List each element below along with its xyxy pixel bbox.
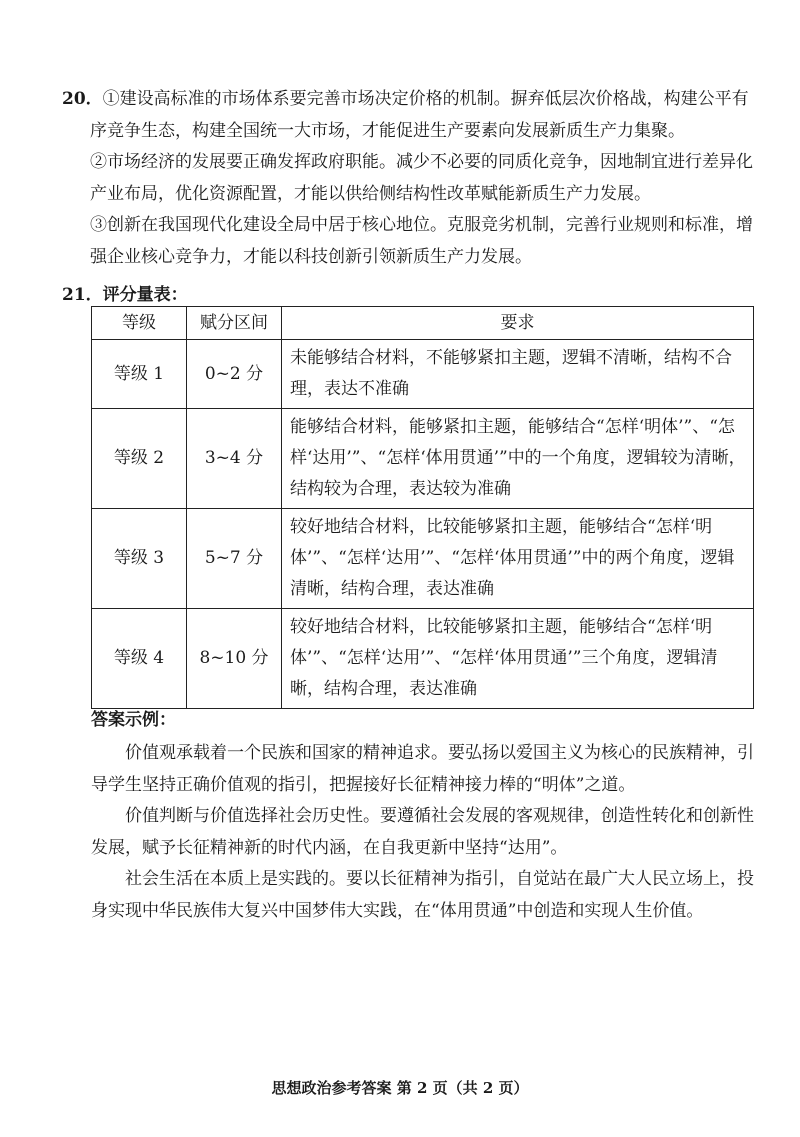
table-row: [92, 509, 754, 609]
scoring-scale-title: 评分量表：: [102, 285, 188, 305]
question-20: [62, 84, 762, 273]
question-20-point-3: ③创新在我国现代化建设全局中居于核心地位。克服竞劣机制，完善行业规则和标准，增强企业核心竞争力，才能以科技创新引领新质生产力发展。: [90, 215, 753, 267]
table-row: [92, 340, 754, 409]
level-cell: 等级 3: [92, 509, 187, 609]
answer-example-body: [91, 738, 761, 927]
header-requirement: 要求: [282, 307, 754, 340]
scoring-table: [91, 306, 754, 709]
requirement-cell: 较好地结合材料，比较能够紧扣主题，能够结合“怎样‘明体’”、“怎样‘达用’”、“怎样‘体用贯通’”中的两个角度，逻辑清晰，结构合理，表达准确: [282, 509, 754, 609]
example-paragraph: 价值判断与价值选择社会历史性。要遵循社会发展的客观规律，创造性转化和创新性发展，赋予长征精神新的时代内涵，在自我更新中坚持“达用”。: [91, 806, 754, 858]
range-cell: 0~2 分: [187, 340, 282, 409]
requirement-cell: 未能够结合材料，不能够紧扣主题，逻辑不清晰，结构不合理，表达不准确: [282, 340, 754, 409]
range-cell: 5~7 分: [187, 509, 282, 609]
table-header-row: [92, 307, 754, 340]
question-20-point-2: ②市场经济的发展要正确发挥政府职能。减少不必要的同质化竞争，因地制宜进行差异化产业布局，优化资源配置，才能以供给侧结构性改革赋能新质生产力发展。: [90, 152, 753, 204]
example-paragraph: 社会生活在本质上是实践的。要以长征精神为指引，自觉站在最广大人民立场上，投身实现中华民族伟大复兴中国梦伟大实践，在“体用贯通”中创造和实现人生价值。: [91, 869, 754, 921]
header-range: 赋分区间: [187, 307, 282, 340]
level-cell: 等级 1: [92, 340, 187, 409]
answer-example-title: 答案示例：: [91, 710, 176, 730]
question-20-number: 20．: [62, 89, 103, 109]
requirement-cell: 能够结合材料，能够紧扣主题，能够结合“怎样‘明体’”、“怎样‘达用’”、“怎样‘体用贯通’”中的一个角度，逻辑较为清晰，结构较为合理，表达较为准确: [282, 409, 754, 509]
example-paragraph: 价值观承载着一个民族和国家的精神追求。要弘扬以爱国主义为核心的民族精神，引导学生坚持正确价值观的指引，把握接好长征精神接力棒的“明体”之道。: [91, 743, 754, 795]
range-cell: 3~4 分: [187, 409, 282, 509]
level-cell: 等级 4: [92, 609, 187, 709]
level-cell: 等级 2: [92, 409, 187, 509]
header-level: 等级: [92, 307, 187, 340]
requirement-cell: 较好地结合材料，比较能够紧扣主题，能够结合“怎样‘明体’”、“怎样‘达用’”、“怎样‘体用贯通’”三个角度，逻辑清晰，结构合理，表达准确: [282, 609, 754, 709]
question-21-heading: [62, 283, 188, 307]
range-cell: 8~10 分: [187, 609, 282, 709]
table-row: [92, 409, 754, 509]
table-row: [92, 609, 754, 709]
question-21-number: 21．: [62, 285, 103, 305]
page-footer: 思想政治参考答案 第 2 页（共 2 页）: [271, 1079, 529, 1097]
question-20-point-1: 20．①建设高标准的市场体系要完善市场决定价格的机制。摒弃低层次价格战，构建公平有序竞争生态，构建全国统一大市场，才能促进生产要素向发展新质生产力集聚。: [62, 89, 749, 141]
